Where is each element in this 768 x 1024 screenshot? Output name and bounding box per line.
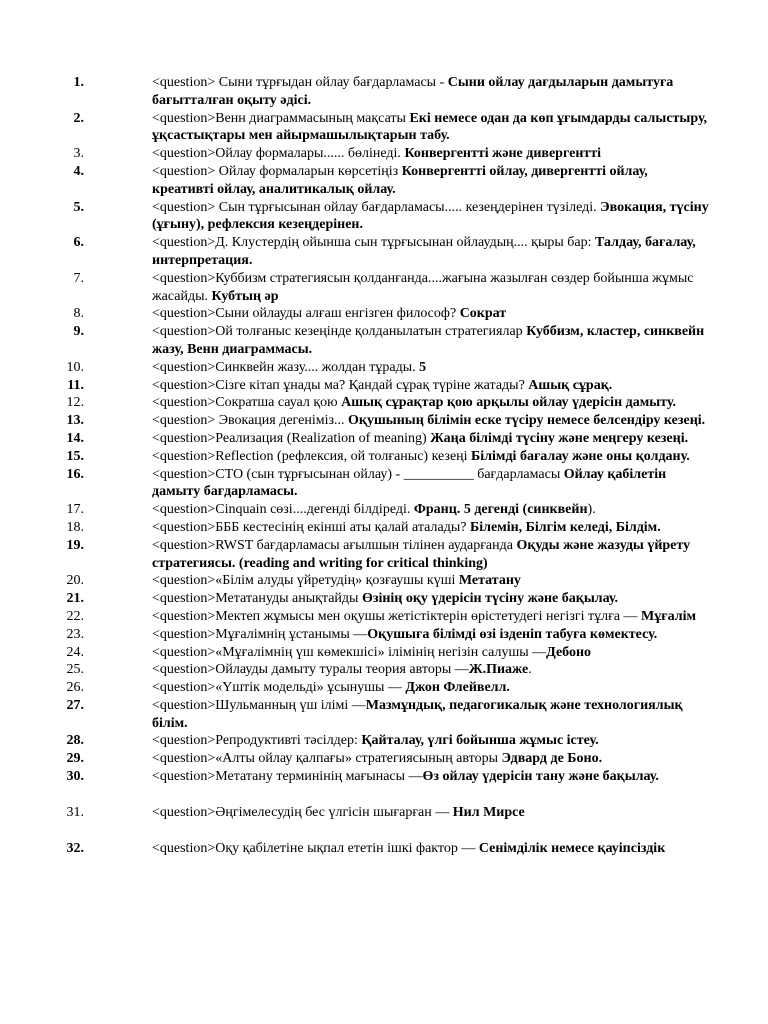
list-item bbox=[0, 644, 712, 662]
answer-text: Джон Флейвелл. bbox=[405, 680, 510, 696]
item-number: 4. bbox=[73, 163, 84, 179]
item-number: 5. bbox=[73, 199, 84, 215]
item-number: 23. bbox=[66, 626, 84, 642]
list-item bbox=[0, 394, 712, 412]
question-text: <question>Сыни ойлауды алғаш енгізген философ? bbox=[152, 306, 460, 322]
question-text: <question>Реализация (Realization of meaning) bbox=[152, 430, 431, 446]
list-item bbox=[0, 234, 712, 270]
list-item bbox=[0, 110, 712, 146]
question-text: <question> Сыни тұрғыдан ойлау бағдарламасы - bbox=[152, 75, 448, 90]
item-number: 10. bbox=[66, 359, 84, 375]
item-number: 28. bbox=[66, 733, 84, 749]
item-number: 20. bbox=[66, 573, 84, 589]
question-text: <question>Шульманның үш ілімі — bbox=[152, 697, 366, 713]
item-number: 22. bbox=[66, 608, 84, 624]
list-item bbox=[0, 679, 712, 697]
answer-text: Ашық сұрақ. bbox=[528, 377, 613, 393]
answer-text: Екі немесе одан да көп ұғымдарды салыстыру, ұқсастықтары мен айырмашылықтарын табу. bbox=[152, 110, 708, 144]
item-number: 12. bbox=[66, 395, 84, 411]
item-number: 25. bbox=[66, 662, 84, 678]
question-text: <question>Ой толғаныс кезеңінде қолданылатын стратегиялар bbox=[152, 324, 527, 340]
answer-text: Қайталау, үлгі бойынша жұмыс істеу. bbox=[361, 733, 599, 749]
question-text: <question> Сын тұрғысынан ойлау бағдарламасы..... кезеңдерінен түзіледі. bbox=[152, 199, 601, 215]
question-text: <question>«Мұғалімнің үш көмекшісі» ілімінің негізін салушы — bbox=[152, 644, 547, 660]
list-item bbox=[0, 768, 712, 786]
question-text: <question>Оқу қабілетіне ықпал ететін ішкі фактор — bbox=[152, 840, 479, 856]
item-number: 13. bbox=[66, 413, 84, 429]
item-number: 16. bbox=[66, 466, 84, 482]
item-number: 29. bbox=[66, 751, 84, 767]
item-number: 21. bbox=[66, 591, 84, 607]
list-item bbox=[0, 750, 712, 768]
answer-text: Мазмұндық, педагогикалық және технологиялық білім. bbox=[152, 697, 683, 731]
question-text: <question>Метатануды анықтайды bbox=[152, 591, 362, 607]
answer-text: Дебоно bbox=[546, 644, 592, 660]
item-number: 9. bbox=[73, 324, 84, 340]
blank-line bbox=[0, 822, 768, 840]
answer-text: Оқушының білімін еске түсіру немесе белсендіру кезеңі. bbox=[348, 413, 706, 429]
list-item bbox=[0, 163, 712, 199]
item-number: 19. bbox=[66, 537, 84, 553]
item-number: 31. bbox=[66, 804, 84, 820]
question-text: <question>Ойлауды дамыту туралы теория авторы — bbox=[152, 662, 469, 678]
item-number: 32. bbox=[66, 840, 84, 856]
item-number: 15. bbox=[66, 448, 84, 464]
list-item bbox=[0, 74, 712, 110]
question-text: <question>Куббизм стратегиясын қолданғанда....жағына жазылған сөздер бойынша жұмыс жасайды. bbox=[152, 270, 694, 304]
answer-text: Ж.Пиаже bbox=[468, 662, 529, 678]
list-item bbox=[0, 359, 712, 377]
question-text: <question>RWST бағдарламасы ағылшын тілінен аударғанда bbox=[152, 537, 517, 553]
item-number: 8. bbox=[73, 306, 84, 322]
question-text: <question>Сократша сауал қою bbox=[152, 395, 342, 411]
item-number: 3. bbox=[73, 146, 84, 162]
answer-text: Куббизм, кластер, синквейн жазу, Венн диаграммасы. bbox=[152, 324, 705, 357]
document-body bbox=[0, 74, 768, 857]
list-item bbox=[0, 732, 712, 750]
question-text: <question>Сізге кітап ұнады ма? Қандай сұрақ түріне жатады? bbox=[152, 377, 529, 393]
question-text: <question> Ойлау формаларын көрсетіңіз bbox=[152, 163, 402, 179]
item-number: 2. bbox=[73, 110, 84, 126]
answer-text: Эдвард де Боно. bbox=[501, 751, 603, 767]
list-item bbox=[0, 840, 712, 858]
question-text: <question>«Үштік модельді» ұсынушы — bbox=[152, 680, 406, 696]
answer-text: Кубтың әр bbox=[211, 288, 279, 304]
list-item bbox=[0, 608, 712, 626]
question-text: <question>БББ кестесінің екінші аты қалай аталады? bbox=[152, 519, 470, 535]
item-number: 14. bbox=[66, 430, 84, 446]
answer-text: Білімді бағалау және оны қолдану. bbox=[471, 448, 690, 464]
trailing-text: ). bbox=[587, 502, 596, 518]
list-item bbox=[0, 501, 712, 519]
list-item bbox=[0, 448, 712, 466]
list-item bbox=[0, 145, 712, 163]
list-item bbox=[0, 697, 712, 733]
question-text: <question> Эвокация дегеніміз... bbox=[152, 413, 348, 429]
answer-text: Сыни ойлау дағдыларын дамытуға бағытталған оқыту әдісі. bbox=[152, 75, 674, 108]
item-number: 26. bbox=[66, 680, 84, 696]
item-number: 18. bbox=[66, 519, 84, 535]
answer-text: Өзінің оқу үдерісін түсіну және бақылау. bbox=[361, 591, 619, 607]
question-text: <question>СТО (сын тұрғысынан ойлау) - __________ бағдарламасы bbox=[152, 466, 564, 482]
answer-text: Өз ойлау үдерісін тану және бақылау. bbox=[422, 769, 659, 785]
question-text: <question>Венн диаграммасының мақсаты bbox=[152, 110, 410, 126]
answer-text: Жаңа білімді түсіну және меңгеру кезеңі. bbox=[430, 430, 689, 446]
item-number: 11. bbox=[67, 377, 84, 393]
list-item bbox=[0, 323, 712, 359]
list-item bbox=[0, 661, 712, 679]
answer-text: Ойлау қабілетін дамыту бағдарламасы. bbox=[152, 466, 667, 500]
list-item bbox=[0, 430, 712, 448]
answer-text: Мұғалім bbox=[641, 608, 697, 624]
question-text: <question>Cinquain сөзі....дегенді білдіреді. bbox=[152, 502, 414, 518]
answer-text: Оқуды және жазуды үйрету стратегиясы. (reading and writing for critical thinking) bbox=[152, 537, 691, 571]
question-text: <question>Метатану терминінің мағынасы — bbox=[152, 769, 423, 785]
question-text: <question>Reflection (рефлексия, ой толғаныс) кезеңі bbox=[152, 448, 472, 464]
answer-text: Ашық сұрақтар қою арқылы ойлау үдерісін дамыту. bbox=[341, 395, 676, 411]
list-item bbox=[0, 412, 712, 430]
answer-text: 5 bbox=[419, 359, 427, 375]
item-number: 24. bbox=[66, 644, 84, 660]
item-number: 30. bbox=[66, 769, 84, 785]
item-number: 1. bbox=[73, 75, 84, 90]
question-text: <question>«Алты ойлау қалпағы» стратегиясының авторы bbox=[152, 751, 502, 767]
question-text: <question>Репродуктивті тәсілдер: bbox=[152, 733, 362, 749]
list-item bbox=[0, 804, 712, 822]
question-text: <question>Синквейн жазу.... жолдан тұрады. bbox=[152, 359, 420, 375]
list-item bbox=[0, 199, 712, 235]
answer-text: Метатану bbox=[458, 573, 521, 589]
list-item bbox=[0, 590, 712, 608]
item-number: 17. bbox=[66, 502, 84, 518]
list-item bbox=[0, 377, 712, 395]
list-item bbox=[0, 519, 712, 537]
list-item bbox=[0, 305, 712, 323]
trailing-text: . bbox=[528, 662, 532, 678]
question-text: <question>Мұғалімнің ұстанымы — bbox=[152, 626, 368, 642]
question-text: <question>Мектеп жұмысы мен оқушы жетістіктерін өрістетудегі негізгі тұлға — bbox=[152, 608, 642, 624]
blank-line bbox=[0, 786, 768, 804]
item-number: 27. bbox=[66, 697, 84, 713]
answer-text: Сенімділік немесе қауіпсіздік bbox=[478, 840, 666, 856]
list-item bbox=[0, 466, 712, 502]
answer-text: Конвергентті ойлау, дивергентті ойлау, креативті ойлау, аналитикалық ойлау. bbox=[152, 163, 648, 197]
list-item bbox=[0, 537, 712, 573]
answer-text: Конвергентті және дивергентті bbox=[404, 146, 602, 162]
item-number: 7. bbox=[73, 270, 84, 286]
question-text: <question>«Білім алуды үйретудің» қозғаушы күші bbox=[152, 573, 459, 589]
answer-text: Білемін, Білгім келеді, Білдім. bbox=[469, 519, 661, 535]
item-number: 6. bbox=[73, 235, 84, 251]
list-item bbox=[0, 626, 712, 644]
answer-text: Сократ bbox=[459, 306, 507, 322]
list-item bbox=[0, 572, 712, 590]
answer-text: Оқушыға білімді өзі ізденіп табуға көмектесу. bbox=[367, 626, 658, 642]
question-text: <question>Әңгімелесудің бес үлгісін шығарған — bbox=[152, 804, 453, 820]
answer-text: Франц. 5 дегенді (синквейн bbox=[413, 502, 588, 518]
answer-text: Нил Мирсе bbox=[452, 804, 525, 820]
answer-text: Талдау, бағалау, интерпретация. bbox=[152, 235, 696, 268]
list-item bbox=[0, 270, 712, 306]
question-text: <question>Д. Клустердің ойынша сын тұрғысынан ойлаудың.... қыры бар: bbox=[152, 235, 596, 251]
question-text: <question>Ойлау формалары...... бөлінеді. bbox=[152, 146, 405, 162]
answer-text: Эвокация, түсіну (ұғыну), рефлексия кезеңдерінен. bbox=[152, 199, 709, 233]
